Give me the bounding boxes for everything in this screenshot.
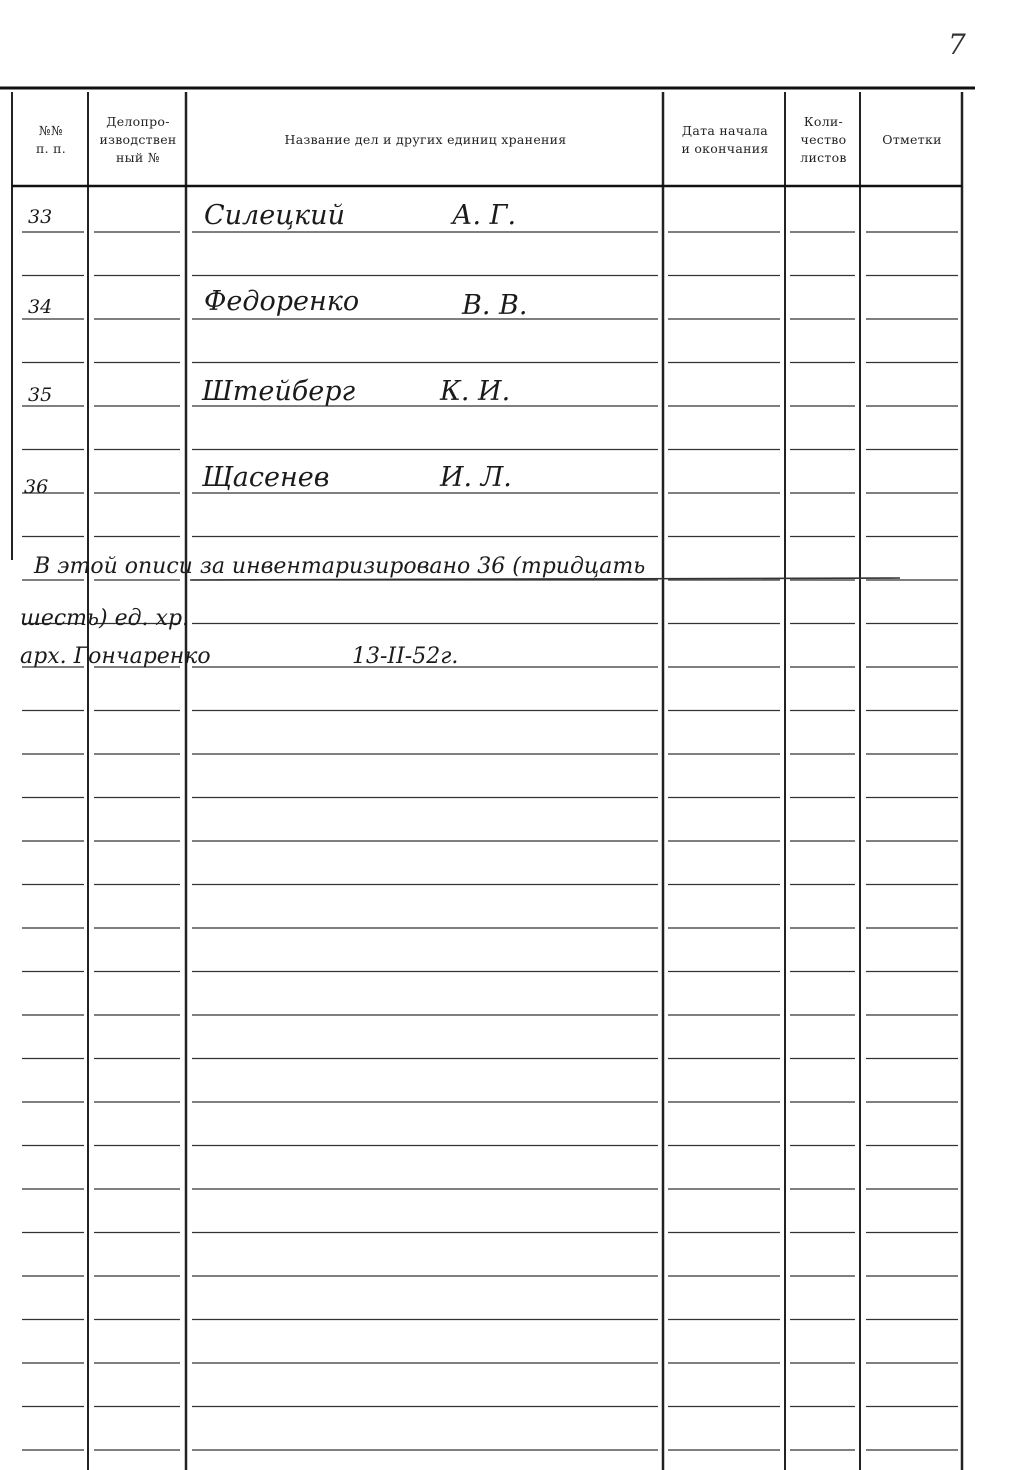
header-title: Название дел и других единиц хранения <box>284 132 567 147</box>
row-number: 33 <box>28 206 53 228</box>
row-surname: Федоренко <box>204 286 360 317</box>
row-surname: Щасенев <box>202 462 330 493</box>
closing-date: 13-II-52г. <box>352 644 459 669</box>
archivist-signature: арх. Гончаренко <box>20 644 211 669</box>
closing-note-line2: шесть) ед. хр. <box>20 606 190 631</box>
row-surname: Силецкий <box>204 200 345 231</box>
header-number: №№ п. п. <box>35 123 67 156</box>
row-number: 35 <box>28 384 53 406</box>
header-notes: Отметки <box>882 132 942 147</box>
row-initials: А. Г. <box>452 200 517 231</box>
header-office-number: Делопро- изводствен ный № <box>99 114 177 165</box>
row-initials: К. И. <box>440 376 511 407</box>
corner-page-mark: 7 <box>948 28 966 61</box>
row-number: 36 <box>24 476 49 498</box>
row-number: 34 <box>28 296 53 318</box>
row-surname: Штейберг <box>202 376 356 407</box>
row-initials: И. Л. <box>440 462 512 493</box>
row-initials: В. В. <box>462 290 528 321</box>
header-sheets: Коли- чество листов <box>800 114 847 165</box>
header-dates: Дата начала и окончания <box>681 123 769 156</box>
closing-note-line1: В этой описи за инвентаризировано 36 (тридцать <box>34 554 646 579</box>
